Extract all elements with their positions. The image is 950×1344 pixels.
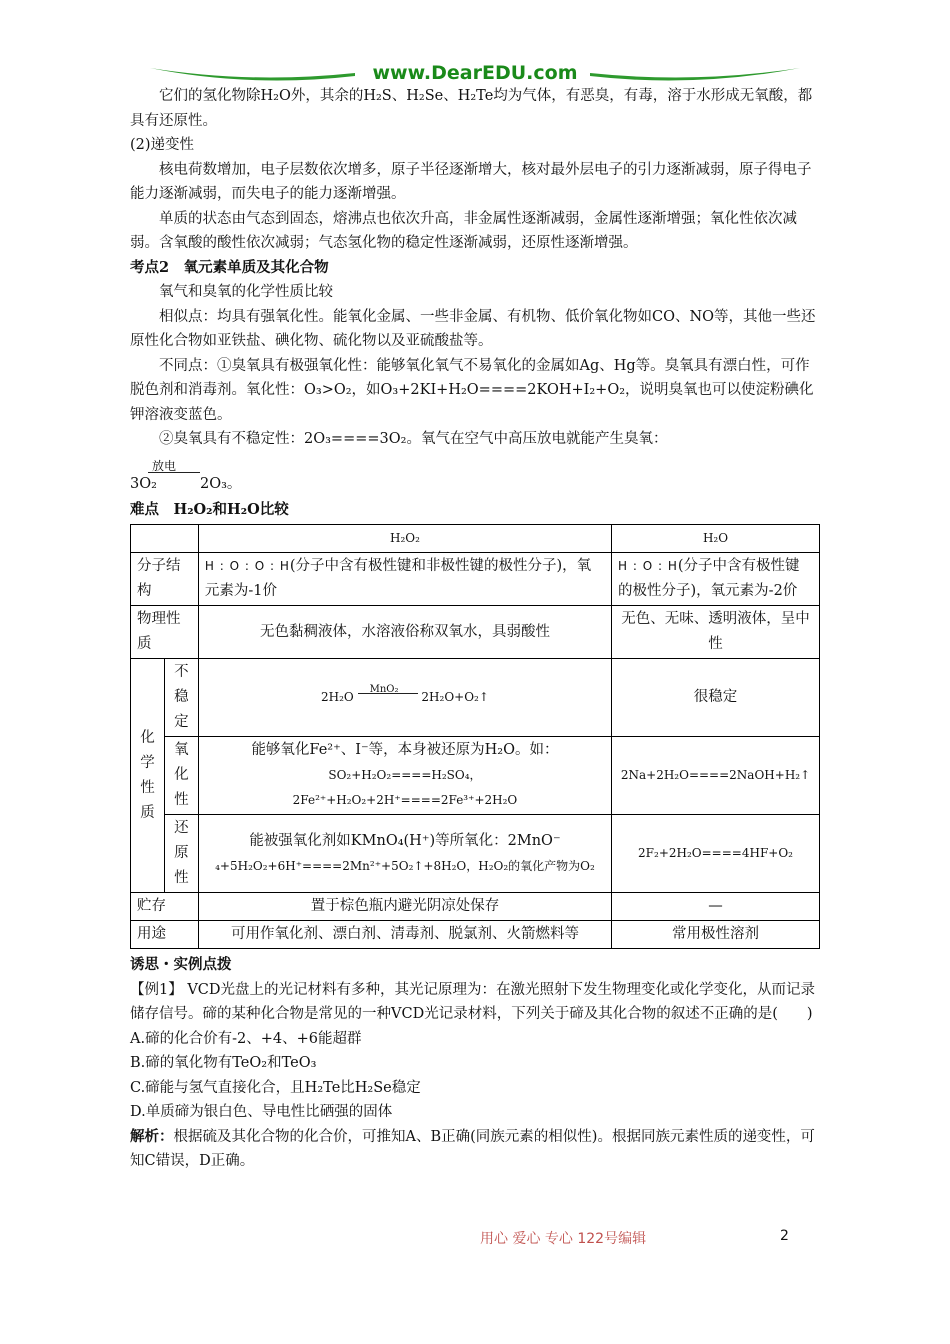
option-b: B.碲的氧化物有TeO₂和TeO₃ — [130, 1055, 317, 1071]
cell-h2o-physical: 无色、无味、透明液体，呈中性 — [612, 606, 820, 659]
decomp-product: 2H₂O+O₂↑ — [421, 690, 489, 704]
row-label-physical: 物理性质 — [131, 606, 199, 659]
cell-h2o-stable: 很稳定 — [612, 659, 820, 737]
table-row — [131, 553, 820, 606]
lewis-structure-h2o: H : O : H — [618, 559, 678, 573]
analysis-text: 根据硫及其化合物的化合价，可推知A、B正确(同族元素的相似性)。根据同族元素性质的递变性，可知C错误，D正确。 — [130, 1128, 815, 1169]
cell-h2o2-oxidizing — [198, 737, 611, 815]
table-row — [131, 921, 820, 949]
paragraph-similarities: 相似点：均具有强氧化性。能氧化金属、一些非金属、有机物、低价氧化物如CO、NO等，其他一些还原性化合物如亚铁盐、碘化物、硫化物以及亚硫酸盐等。 — [130, 308, 816, 349]
cell-h2o2-structure — [198, 553, 611, 606]
structure-note-h2o: (分子中含有极性键的极性分子)，氧元素为-2价 — [618, 558, 800, 599]
row-label-usage: 用途 — [131, 921, 199, 949]
site-url[interactable]: www.DearEDU.com — [372, 62, 578, 84]
cell-h2o2-reducing — [198, 815, 611, 893]
footer-text: 用心 爱心 专心 122号编辑 — [480, 1231, 647, 1247]
oxidizing-line-2: SO₂+H₂O₂====H₂SO₄， — [328, 768, 482, 782]
cell-h2o-oxidizing: 2Na+2H₂O====2NaOH+H₂↑ — [612, 737, 820, 815]
paragraph-nuclear-charge: 核电荷数增加，电子层数依次增多，原子半径逐渐增大，核对最外层电子的引力逐渐减弱，原子得电子能力逐渐减弱，而失电子的能力逐渐增强。 — [130, 161, 812, 202]
table-corner-cell — [131, 525, 199, 553]
option-d: D.单质碲为银白色、导电性比硒强的固体 — [130, 1104, 393, 1120]
paragraph-state-change: 单质的状态由气态到固态，熔沸点也依次升高，非金属性逐渐减弱，金属性逐渐增强；氧化性依次减弱。含氧酸的酸性依次减弱；气态氢化物的稳定性逐渐减弱，还原性逐渐增强。 — [130, 210, 797, 251]
cell-h2o-reducing: 2F₂+2H₂O====4HF+O₂ — [612, 815, 820, 893]
col-header-h2o: H₂O — [612, 525, 820, 553]
option-c: C.碲能与氢气直接化合，且H₂Te比H₂Se稳定 — [130, 1079, 421, 1096]
cell-h2o2-storage: 置于棕色瓶内避光阴凉处保存 — [198, 893, 611, 921]
paragraph-hydrides: 它们的氢化物除H₂O外，其余的H₂S、H₂Se、H₂Te均为气体，有恶臭，有毒，溶于水形成无氧酸，都具有还原性。 — [130, 88, 813, 129]
cell-h2o-storage: — — [612, 893, 820, 921]
paragraph-comparison-title: 氧气和臭氧的化学性质比较 — [159, 284, 333, 300]
heading-difficulty: 难点 H₂O₂和H₂O比较 — [130, 500, 289, 518]
equation-reactant: 3O₂ — [130, 475, 157, 492]
example-section — [130, 953, 820, 1174]
reducing-line-2: ₄+5H₂O₂+6H⁺====2Mn²⁺+5O₂↑+8H₂O，H₂O₂的氧化产物为O₂ — [215, 858, 595, 873]
row-label-structure: 分子结构 — [131, 553, 199, 606]
example-question: 【例1】 VCD光盘上的光记材料有多种，其光记原理为：在激光照射下发生物理变化或化学变化，从而记录储存信号。碲的某种化合物是常见的一种VCD光记录材料，下列关于碲及其化合物的叙述不正确的是( ) — [130, 981, 816, 1022]
table-row — [131, 815, 820, 893]
paragraph-differences: 不同点：①臭氧具有极强氧化性：能够氧化氧气不易氧化的金属如Ag、Hg等。臭氧具有漂白性，可作脱色剂和消毒剂。氧化性：O₃>O₂，如O₃+2KI+H₂O====2KOH+I₂+O₂，说明臭氧也可以使淀粉碘化钾溶液变蓝色。 — [130, 357, 814, 423]
structure-note-h2o2: (分子中含有极性键和非极性键的极性分子)，氧元素为-1价 — [204, 558, 592, 599]
analysis-label: 解析： — [130, 1127, 174, 1145]
option-a: A.碲的化合价有-2、+4、+6能超群 — [130, 1030, 362, 1047]
ozone-formation-equation — [130, 454, 820, 498]
cell-h2o2-decomposition — [198, 659, 611, 737]
reducing-line-1: 能被强氧化剂如KMnO₄(H⁺)等所氧化：2MnO⁻ — [249, 832, 561, 849]
page-number: 2 — [780, 1228, 789, 1244]
decomp-arrow — [358, 685, 418, 701]
decomp-catalyst: MnO₂ — [369, 684, 399, 695]
table-header-row — [131, 525, 820, 553]
paragraph-ozone-instability: ②臭氧具有不稳定性：2O₃====3O₂。氧气在空气中高压放电就能产生臭氧： — [159, 431, 668, 447]
sub-label-unstable: 不稳定 — [164, 659, 198, 737]
cell-h2o2-usage: 可用作氧化剂、漂白剂、清毒剂、脱氯剂、火箭燃料等 — [198, 921, 611, 949]
equation-product: 2O₃。 — [200, 475, 242, 492]
sub-label-oxidizing: 氧化性 — [164, 737, 198, 815]
table-row — [131, 737, 820, 815]
cell-h2o-usage: 常用极性溶剂 — [612, 921, 820, 949]
example-analysis — [130, 1125, 820, 1174]
decomp-reactant: 2H₂O — [321, 690, 354, 704]
table-row — [131, 659, 820, 737]
comparison-table — [130, 524, 820, 949]
heading-point2: 考点2 氧元素单质及其化合物 — [130, 258, 329, 276]
example-heading: 诱思・实例点拨 — [130, 956, 232, 973]
cell-h2o-structure — [612, 553, 820, 606]
oxidizing-line-1: 能够氧化Fe²⁺、I⁻等，本身被还原为H₂O。如： — [251, 742, 559, 758]
main-content — [130, 84, 820, 1174]
table-row — [131, 606, 820, 659]
equation-condition: 放电 — [152, 458, 177, 473]
table-row — [131, 893, 820, 921]
row-label-storage: 贮存 — [131, 893, 199, 921]
sub-label-reducing: 还原性 — [164, 815, 198, 893]
cell-h2o2-physical: 无色黏稠液体，水溶液俗称双氧水，具弱酸性 — [198, 606, 611, 659]
col-header-h2o2: H₂O₂ — [198, 525, 611, 553]
lewis-structure-h2o2: H : O : O : H — [204, 559, 290, 573]
row-label-chemical: 化学性质 — [131, 659, 165, 893]
oxidizing-line-3: 2Fe²⁺+H₂O₂+2H⁺====2Fe³⁺+2H₂O — [292, 793, 518, 807]
subheading-gradation: (2)递变性 — [130, 137, 195, 153]
